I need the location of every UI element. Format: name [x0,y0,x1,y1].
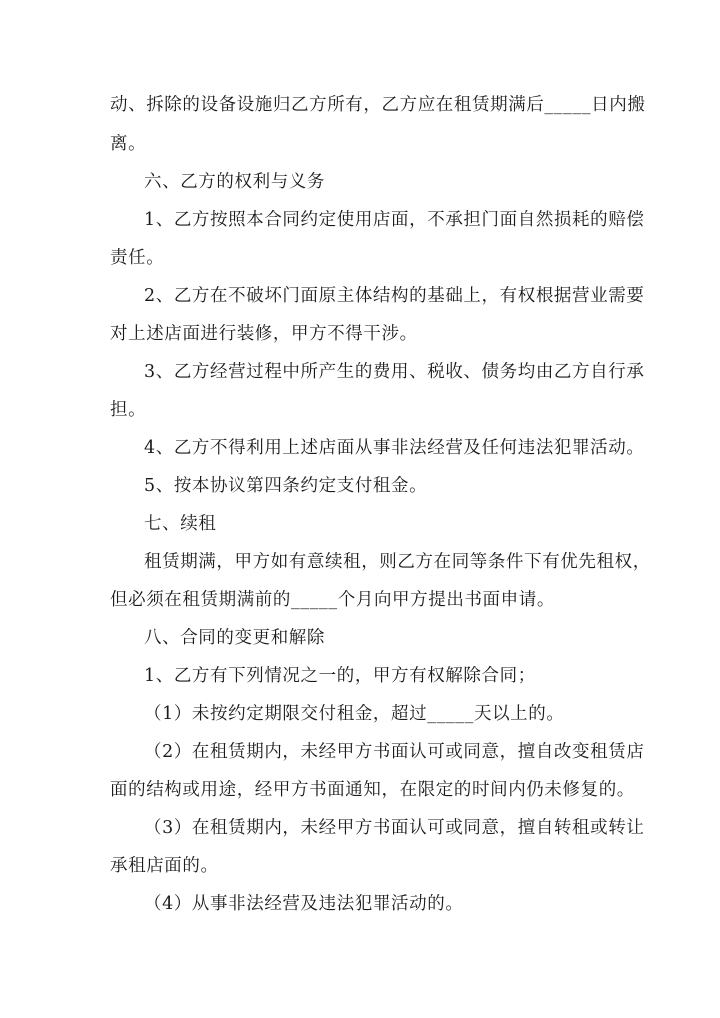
text-line: 动、拆除的设备设施归乙方所有，乙方应在租赁期满后_____日内搬 [110,95,646,115]
text-line: 4、乙方不得利用上述店面从事非法经营及任何违法犯罪活动。 [144,438,645,458]
text-line: 2、乙方在不破坏门面原主体结构的基础上，有权根据营业需要 [144,286,645,306]
section-heading: 八、合同的变更和解除 [144,628,325,648]
text-line: 3、乙方经营过程中所产生的费用、税收、债务均由乙方自行承 [144,362,645,382]
text-line: （1）未按约定期限交付租金，超过_____天以上的。 [144,704,565,724]
text-line: 对上述店面进行装修，甲方不得干涉。 [110,324,418,344]
section-heading: 六、乙方的权利与义务 [144,172,325,192]
text-line: 面的结构或用途，经甲方书面通知，在限定的时间内仍未修复的。 [110,780,635,800]
text-line: 1、乙方有下列情况之一的，甲方有权解除合同； [144,666,536,686]
text-line: 离。 [110,134,147,154]
text-line: （2）在租赁期内，未经甲方书面认可或同意，擅自改变租赁店 [144,742,645,762]
text-line: （4）从事非法经营及违法犯罪活动的。 [144,894,464,914]
text-line: 责任。 [110,248,165,268]
text-line: 租赁期满，甲方如有意续租，则乙方在同等条件下有优先租权， [144,552,651,572]
text-line: 1、乙方按照本合同约定使用店面，不承担门面自然损耗的赔偿 [144,210,645,230]
text-line: 担。 [110,400,147,420]
text-line: 5、按本协议第四条约定支付租金。 [144,476,428,496]
section-heading: 七、续租 [144,514,217,534]
text-line: 承租店面的。 [110,856,219,876]
text-line: （3）在租赁期内，未经甲方书面认可或同意，擅自转租或转让 [144,818,645,838]
text-line: 但必须在租赁期满前的_____个月向甲方提出书面申请。 [110,590,555,610]
